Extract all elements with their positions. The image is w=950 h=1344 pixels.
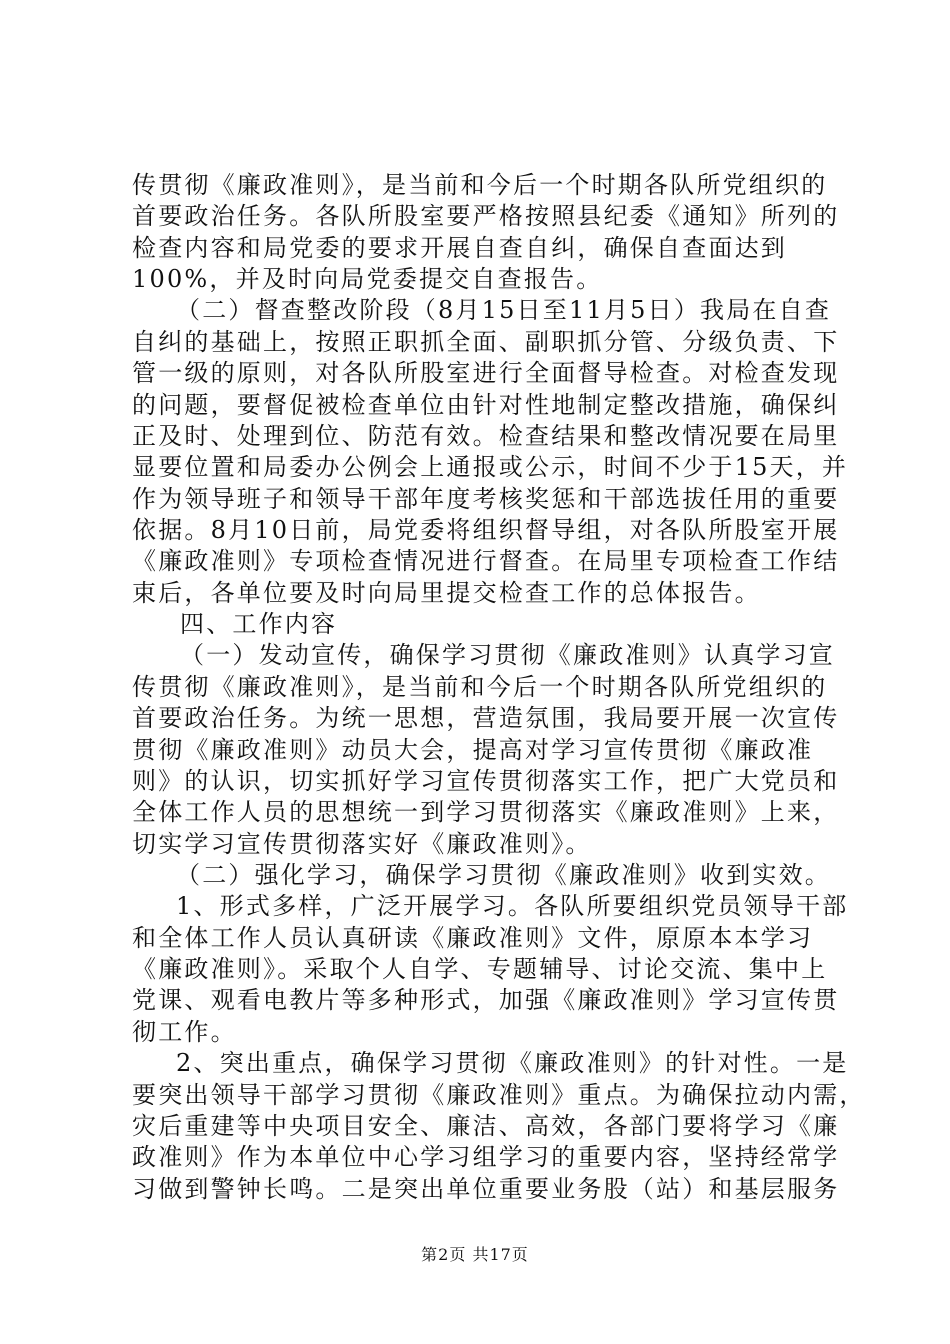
text-line: 的问题，要督促被检查单位由针对性地制定整改措施，确保纠 <box>132 390 840 419</box>
text-line: 切实学习宣传贯彻落实好《廉政准则》。 <box>132 829 592 858</box>
text-line: 全体工作人员的思想统一到学习贯彻落实《廉政准则》上来， <box>132 798 840 827</box>
text-line: 《廉政准则》。采取个人自学、专题辅导、讨论交流、集中上 <box>132 955 828 984</box>
text-line: 则》的认识，切实抓好学习宣传贯彻落实工作，把广大党员和 <box>132 766 840 795</box>
text-line: 习做到警钟长鸣。二是突出单位重要业务股（站）和基层服务 <box>132 1174 840 1203</box>
text-line: 检查内容和局党委的要求开展自查自纠，确保自查面达到 <box>132 233 787 262</box>
text-line: 和全体工作人员认真研读《廉政准则》文件，原原本本学习 <box>132 923 814 952</box>
page-number: 第2页 共17页 <box>421 1245 529 1264</box>
text-line: 灾后重建等中央项目安全、廉洁、高效，各部门要将学习《廉 <box>132 1111 840 1140</box>
text-line: 作为领导班子和领导干部年度考核奖惩和干部选拔任用的重要 <box>132 484 840 513</box>
text-line: 显要位置和局委办公例会上通报或公示，时间不少于15天，并 <box>132 453 849 482</box>
text-line: 党课、观看电教片等多种形式，加强《廉政准则》学习宣传贯 <box>132 986 840 1015</box>
text-line: 100%，并及时向局党委提交自查报告。 <box>132 265 603 294</box>
text-line: 管一级的原则，对各队所股室进行全面督导检查。对检查发现 <box>132 359 840 388</box>
text-line: 依据。8月10日前，局党委将组织督导组，对各队所股室开展 <box>132 516 840 544</box>
text-line: 传贯彻《廉政准则》，是当前和今后一个时期各队所党组织的 <box>132 171 828 199</box>
text-line: 正及时、处理到位、防范有效。检查结果和整改情况要在局里 <box>132 421 840 450</box>
text-line: （二）督查整改阶段（8月15日至11月5日）我局在自查 <box>176 296 832 325</box>
text-line: 彻工作。 <box>132 1017 237 1046</box>
text-line: 2、突出重点，确保学习贯彻《廉政准则》的针对性。一是 <box>176 1049 849 1078</box>
text-line: （一）发动宣传，确保学习贯彻《廉政准则》认真学习宣 <box>180 641 835 670</box>
text-line: 束后，各单位要及时向局里提交检查工作的总体报告。 <box>132 578 761 607</box>
text-line: 政准则》作为本单位中心学习组学习的重要内容，坚持经常学 <box>132 1143 840 1172</box>
text-line: 自纠的基础上，按照正职抓全面、副职抓分管、分级负责、下 <box>132 327 840 356</box>
text-line: 1、形式多样，广泛开展学习。各队所要组织党员领导干部 <box>176 892 849 921</box>
text-line: 首要政治任务。各队所股室要严格按照县纪委《通知》所列的 <box>132 202 840 231</box>
section-heading: 四、工作内容 <box>180 610 338 639</box>
text-line: 贯彻《廉政准则》动员大会，提高对学习宣传贯彻《廉政准 <box>132 735 814 764</box>
text-line: （二）强化学习，确保学习贯彻《廉政准则》收到实效。 <box>176 861 831 889</box>
text-line: 要突出领导干部学习贯彻《廉政准则》重点。为确保拉动内需， <box>132 1080 866 1109</box>
text-line: 《廉政准则》专项检查情况进行督查。在局里专项检查工作结 <box>132 547 840 576</box>
text-line: 传贯彻《廉政准则》，是当前和今后一个时期各队所党组织的 <box>132 672 828 701</box>
text-line: 首要政治任务。为统一思想，营造氛围，我局要开展一次宣传 <box>132 704 840 733</box>
